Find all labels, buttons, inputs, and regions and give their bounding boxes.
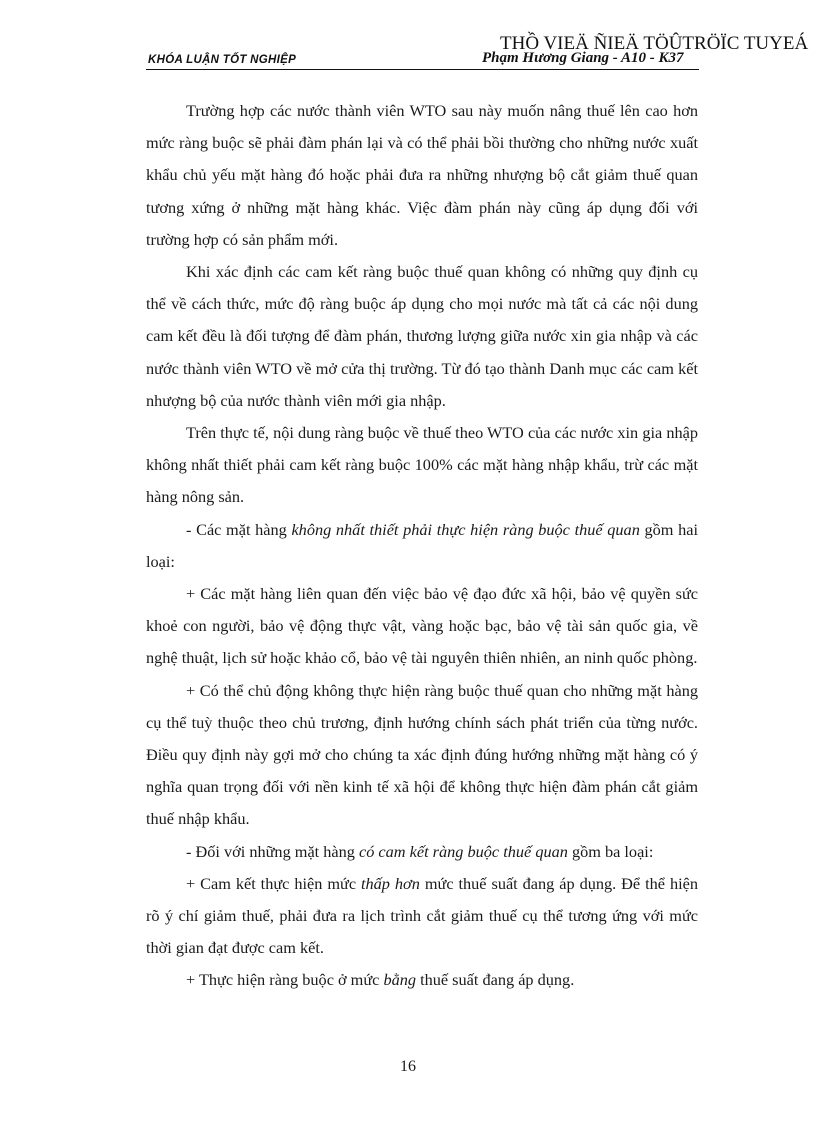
page-number: 16 [400,1058,416,1075]
paragraph [146,514,698,578]
emphasis-text: bằng [383,970,417,990]
text-run: + Thực hiện ràng buộc ở mức [186,970,384,990]
paragraph [146,256,698,417]
text-run: - Các mặt hàng [186,519,292,539]
emphasis-text: có cam kết ràng buộc thuế quan [359,841,568,861]
author-header: Phạm Hương Giang - A10 - K37 [482,50,684,66]
paragraph [146,95,698,256]
paragraph [146,868,698,965]
emphasis-text: thấp hơn [361,873,420,893]
text-run: Trên thực tế, nội dung ràng buộc về thuế theo WTO của các nước xin gia nhập không nhất thiết phải cam kết ràng buộc 100% các mặt hàng nhập khẩu, trừ các mặt hàng nông sản. [146,423,698,507]
text-run: gồm hai loại: [146,519,699,571]
thesis-header-title: KHÓA LUẬN TỐT NGHIỆP [148,54,297,66]
text-run: Trường hợp các nước thành viên WTO sau này muốn nâng thuế lên cao hơn mức ràng buộc sẽ phải đàm phán lại và có thể phải bồi thường cho những nước xuất khẩu chủ yếu mặt hàng đó hoặc phải đưa ra những nhượng bộ cắt giảm thuế quan tương xứng ở những mặt hàng khác. Việc đàm phán này cũng áp dụng đối với trường hợp có sản phẩm mới. [146,101,698,249]
text-run: + Các mặt hàng liên quan đến việc bảo vệ đạo đức xã hội, bảo vệ quyền sức khoẻ con người, bảo vệ động thực vật, vàng hoặc bạc, bảo vệ tài sản quốc gia, về nghệ thuật, lịch sử hoặc khảo cổ, bảo vệ tài nguyên thiên nhiên, an ninh quốc phòng. [146,584,698,668]
paragraph [146,836,698,868]
paragraph [146,964,698,996]
text-run: + Cam kết thực hiện mức [186,873,361,893]
text-run: + Có thể chủ động không thực hiện ràng buộc thuế quan cho những mặt hàng cụ thể tuỳ thuộc theo chủ trương, định hướng chính sách phát triển của từng nước. Điều quy định này gợi mở cho chúng ta xác định đúng hướng những mặt hàng có ý nghĩa quan trọng đối với nền kinh tế xã hội để không thực hiện đàm phán cắt giảm thuế nhập khẩu. [146,680,698,829]
text-run: mức thuế suất đang áp dụng. Để thể hiện rõ ý chí giảm thuế, phải đưa ra lịch trình cắt giảm thuế cụ thể tương ứng với mức thời gian đạt được cam kết. [146,873,698,958]
emphasis-text: không nhất thiết phải thực hiện ràng buộc thuế quan [291,519,640,539]
paragraph [146,417,698,514]
text-run: thuế suất đang áp dụng. [416,970,575,990]
text-run: - Đối với những mặt hàng [186,841,359,861]
paragraph [146,578,698,675]
header-rule [146,69,699,70]
watermark-text: THỒ VIEÄ ÑIEÄ TÖÛTRÖÏC TUYEÁ [500,33,809,54]
text-run: Khi xác định các cam kết ràng buộc thuế quan không có những quy định cụ thể về cách thức, mức độ ràng buộc áp dụng cho mọi nước mà tất cả các nội dung cam kết đều là đối tượng để đàm phán, thương lượng giữa nước xin gia nhập và các nước thành viên WTO về mở cửa thị trường. Từ đó tạo thành Danh mục các cam kết nhượng bộ của nước thành viên mới gia nhập. [146,262,698,410]
body-text [146,95,698,997]
paragraph [146,675,698,836]
text-run: gồm ba loại: [567,841,654,861]
